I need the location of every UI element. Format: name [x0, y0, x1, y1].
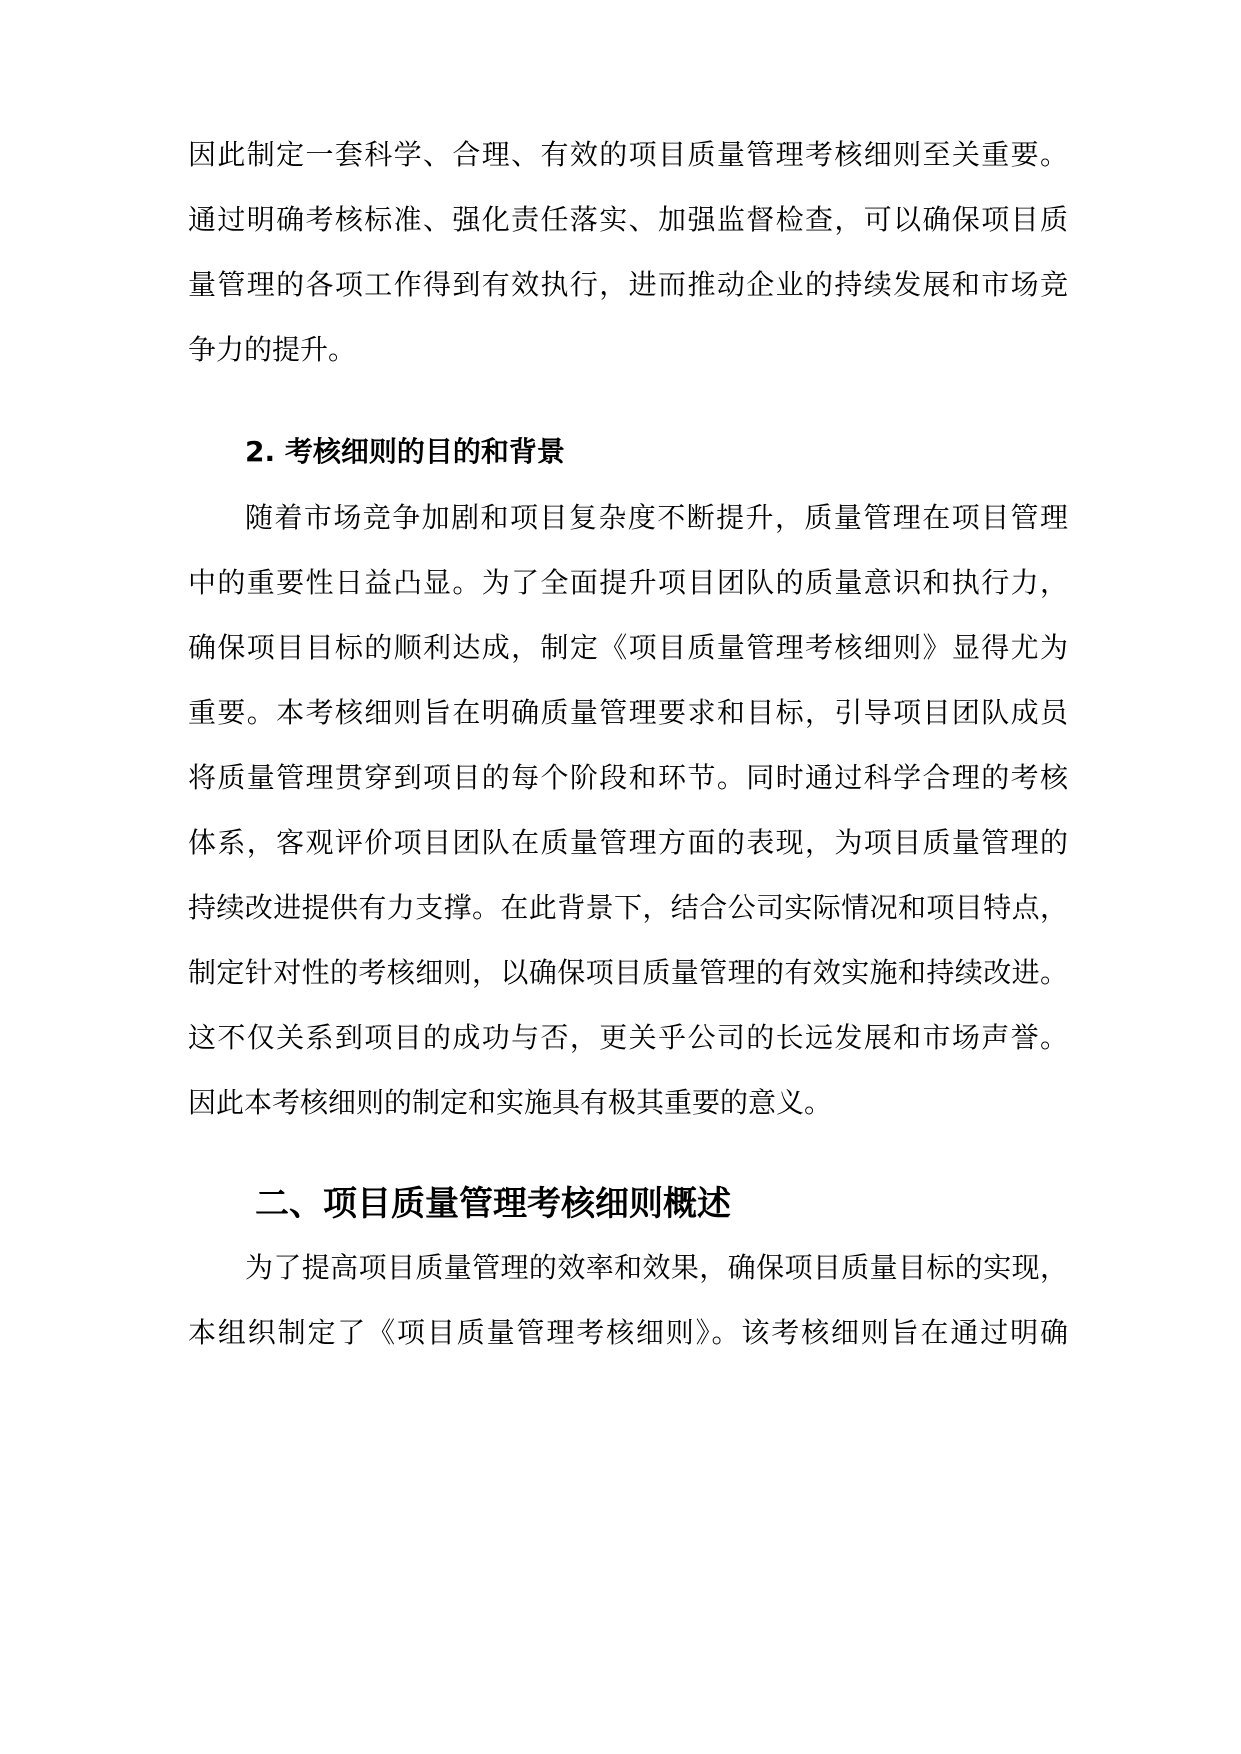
- paragraph-line: 通过明确考核标准、强化责任落实、加强监督检查，可以确保项目质: [188, 203, 1068, 236]
- paragraph-line: 为了提高项目质量管理的效率和效果，确保项目质量目标的实现，: [245, 1251, 1068, 1284]
- section-heading: 二、项目质量管理考核细则概述: [255, 1184, 731, 1224]
- paragraph-line: 持续改进提供有力支撑。在此背景下，结合公司实际情况和项目特点，: [188, 891, 1068, 924]
- subsection-heading: 2. 考核细则的目的和背景: [245, 435, 565, 468]
- paragraph-line: 这不仅关系到项目的成功与否，更关乎公司的长远发展和市场声誉。: [188, 1021, 1068, 1054]
- paragraph-line: 确保项目目标的顺利达成，制定《项目质量管理考核细则》显得尤为: [188, 631, 1068, 664]
- paragraph-line: 中的重要性日益凸显。为了全面提升项目团队的质量意识和执行力，: [188, 566, 1068, 599]
- paragraph-line: 量管理的各项工作得到有效执行，进而推动企业的持续发展和市场竞: [188, 268, 1068, 301]
- paragraph-line: 重要。本考核细则旨在明确质量管理要求和目标，引导项目团队成员: [188, 696, 1068, 729]
- paragraph-line: 本组织制定了《项目质量管理考核细则》。该考核细则旨在通过明确: [188, 1316, 1068, 1349]
- paragraph-line: 将质量管理贯穿到项目的每个阶段和环节。同时通过科学合理的考核: [188, 761, 1068, 794]
- paragraph-line: 争力的提升。: [188, 333, 357, 366]
- paragraph-line: 随着市场竞争加剧和项目复杂度不断提升，质量管理在项目管理: [245, 501, 1068, 534]
- paragraph-line: 因此本考核细则的制定和实施具有极其重要的意义。: [188, 1086, 833, 1119]
- paragraph-line: 因此制定一套科学、合理、有效的项目质量管理考核细则至关重要。: [188, 138, 1068, 171]
- paragraph-line: 制定针对性的考核细则，以确保项目质量管理的有效实施和持续改进。: [188, 956, 1068, 989]
- paragraph-line: 体系，客观评价项目团队在质量管理方面的表现，为项目质量管理的: [188, 826, 1068, 859]
